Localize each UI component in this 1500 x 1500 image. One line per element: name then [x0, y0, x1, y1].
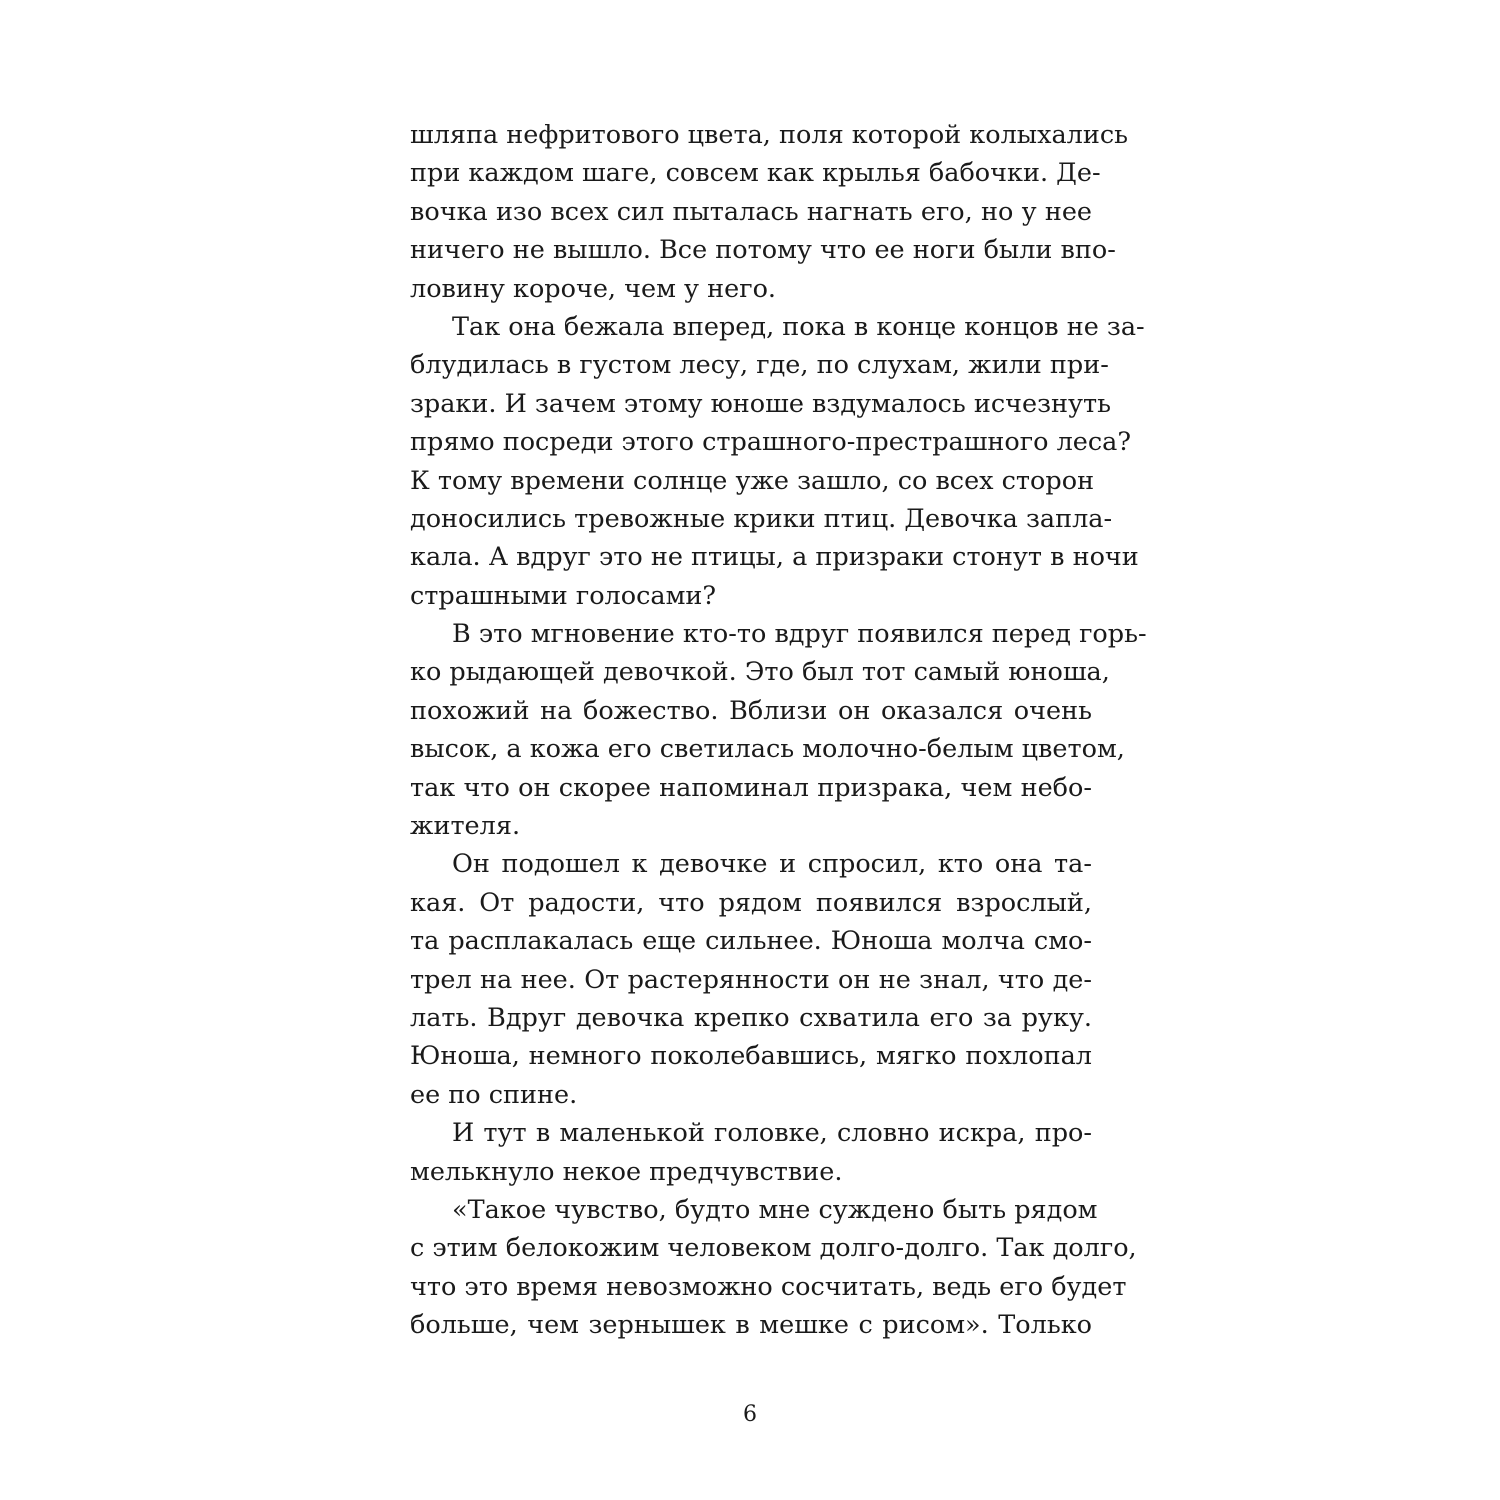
text-line: В это мгновение кто-то вдруг появился перед горь-	[452, 619, 1147, 650]
text-line: Юноша, немного поколебавшись, мягко похлопал	[410, 1041, 1092, 1072]
text-line: что это время невозможно сосчитать, ведь его будет	[410, 1271, 1127, 1302]
text-line: больше, чем зернышек в мешке с рисом». Только	[410, 1310, 1092, 1341]
text-line: шляпа нефритового цвета, поля которой колыхались	[410, 120, 1129, 150]
text-line: блудилась в густом лесу, где, по слухам, жили при-	[410, 350, 1109, 381]
text-line: страшными голосами?	[410, 580, 717, 611]
text-line: И тут в маленькой головке, словно искра, про-	[452, 1118, 1092, 1149]
text-line: жителя.	[410, 811, 521, 842]
text-line: с этим белокожим человеком долго-долго. Так долго,	[410, 1233, 1137, 1264]
text-line: трел на нее. От растерянности он не знал, что де-	[410, 964, 1092, 995]
text-line: похожий на божество. Вблизи он оказался очень	[410, 695, 1092, 726]
text-line: так что он скорее напоминал призрака, чем небо-	[410, 772, 1092, 803]
text-line: высок, а кожа его светилась молочно-белым цветом,	[410, 734, 1125, 765]
text-line: вочка изо всех сил пыталась нагнать его, но у нее	[410, 196, 1092, 227]
text-line: та расплакалась еще сильнее. Юноша молча смо-	[410, 926, 1092, 957]
text-line: кая. От радости, что рядом появился взрослый,	[410, 887, 1092, 918]
page-body	[410, 116, 1147, 1345]
text-line: мелькнуло некое предчувствие.	[410, 1156, 843, 1187]
text-line: ничего не вышло. Все потому что ее ноги были впо-	[410, 235, 1116, 266]
text-line: прямо посреди этого страшного-престрашного леса?	[410, 427, 1132, 458]
text-line: доносились тревожные крики птиц. Девочка запла-	[410, 503, 1113, 534]
text-line: «Такое чувство, будто мне суждено быть рядом	[452, 1194, 1098, 1225]
text-line: кала. А вдруг это не птицы, а призраки стонут в ночи	[410, 542, 1139, 573]
text-line: Он подошел к девочке и спросил, кто она та-	[452, 849, 1092, 880]
text-line: К тому времени солнце уже зашло, со всех сторон	[410, 465, 1095, 496]
text-line: зраки. И зачем этому юноше вздумалось исчезнуть	[410, 388, 1112, 419]
text-line: лать. Вдруг девочка крепко схватила его за руку.	[410, 1002, 1092, 1033]
text-line: при каждом шаге, совсем как крылья бабочки. Де-	[410, 158, 1101, 189]
page-number: 6	[743, 1402, 757, 1427]
text-line: ловину короче, чем у него.	[410, 273, 777, 304]
text-line: ко рыдающей девочкой. Это был тот самый юноша,	[410, 657, 1110, 688]
text-line: Так она бежала вперед, пока в конце концов не за-	[452, 311, 1145, 342]
text-line: ее по спине.	[410, 1079, 578, 1110]
